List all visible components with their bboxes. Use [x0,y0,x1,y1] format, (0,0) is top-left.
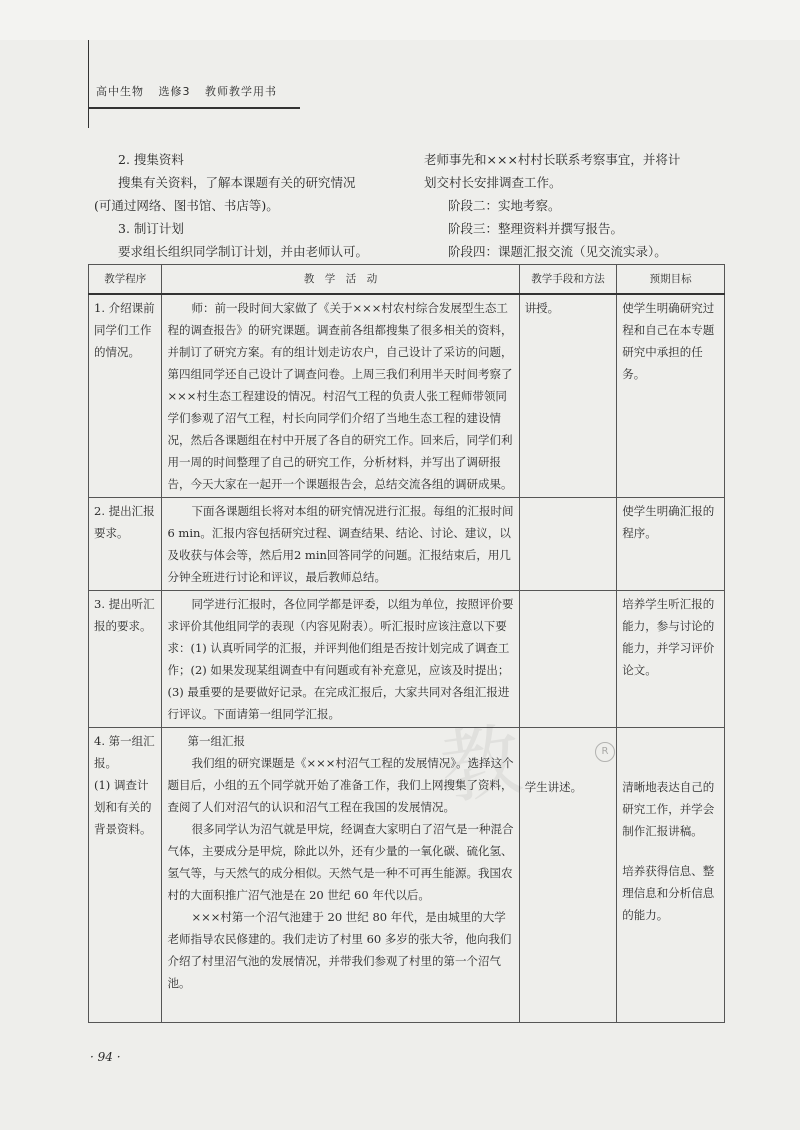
watermark: 教 [434,712,528,817]
cell-goal: 培养学生听汇报的能力，参与讨论的能力，并学习评价论文。 [617,591,725,728]
header-method: 教学手段和方法 [519,265,617,295]
stage-two: 阶段二：实地考察。 [448,198,561,213]
paragraph-contact-2: 划交村长安排调查工作。 [424,175,562,190]
header-rule [88,107,300,109]
table-row [89,498,725,591]
cell-program: 2. 提出汇报要求。 [89,498,162,591]
header-type: 教师教学用书 [205,85,277,98]
section-heading-plan: 3. 制订计划 [118,221,184,236]
cell-method [519,728,617,1023]
table-header-row [89,265,725,295]
cell-program: 1. 介绍课前同学们工作的情况。 [89,294,162,498]
program-sub: (1) 调查计划和有关的背景资料。 [94,778,152,836]
stage-three: 阶段三：整理资料并撰写报告。 [448,221,624,236]
cell-goal [617,728,725,1023]
stage-four: 阶段四：课题汇报交流（见交流实录）。 [448,244,667,259]
header-volume: 选修3 [158,85,191,98]
lesson-table [88,264,725,1023]
right-column [424,148,734,263]
header-vertical-rule [88,40,89,128]
activity-paragraph: ×××村第一个沼气池建于 20 世纪 80 年代，是由城里的大学老师指导农民修建的。我们走访了村里 60 多岁的张大爷，他向我们介绍了村里沼气池的发展情况，并带我们参观了村里的第一个沼气池。 [167,910,512,990]
header-goal: 预期目标 [617,265,725,295]
cell-program [89,728,162,1023]
paragraph-collect-2: (可通过网络、图书馆、书店等)。 [94,198,279,213]
cell-program: 3. 提出听汇报的要求。 [89,591,162,728]
cell-activity: 同学进行汇报时，各位同学都是评委，以组为单位，按照评价要求评价其他组同学的表现（内容见附表）。听汇报时应该注意以下要求：(1) 认真听同学的汇报，并评判他们组是否按计划完成了调查工作；(2) 如果发现某组调查中有问题或有补充意见，应该及时提出；(3) 最重要的是要做好记录。在完成汇报后，大家共同对各组汇报进行评议。下面请第一组同学汇报。 [162,591,519,728]
paragraph-plan: 要求组长组织同学制订计划，并由老师认可。 [118,244,369,259]
activity-paragraph: 我们组的研究课题是《×××村沼气工程的发展情况》。选择这个题目后，小组的五个同学就开始了准备工作，我们上网搜集了资料，查阅了人们对沼气的认识和沼气工程在我国的发展情况。 [167,756,514,814]
page-number: · 94 · [90,1050,121,1064]
section-heading-collect: 2. 搜集资料 [118,152,184,167]
cell-activity: 下面各课题组长将对本组的研究情况进行汇报。每组的汇报时间6 min。汇报内容包括研究过程、调查结果、结论、讨论、建议，以及收获与体会等，然后用2 min回答同学的问题。汇报结束后，用几分钟全班进行讨论和评议，最后教师总结。 [162,498,519,591]
table-row [89,294,725,498]
cell-goal: 使学生明确研究过程和自己在本专题研究中承担的任务。 [617,294,725,498]
registered-mark-icon: R [595,742,615,762]
cell-method: 讲授。 [519,294,617,498]
cell-activity: 师：前一段时间大家做了《关于×××村农村综合发展型生态工程的调查报告》的研究课题。调查前各组都搜集了很多相关的资料，并制订了研究方案。有的组计划走访农户，自己设计了采访的问题，第四组同学还自己设计了调查问卷。上周三我们利用半天时间考察了×××村生态工程建设的情况。村沼气工程的负责人张工程师带领同学们参观了沼气工程，村长向同学们介绍了当地生态工程的建设情况，然后各课题组在村中开展了各自的研究工作。回来后，同学们利用一周的时间整理了自己的研究工作，分析材料，并写出了调研报告，今天大家在一起开一个课题报告会，总结交流各组的调研成果。 [162,294,519,498]
header-program: 教学程序 [89,265,162,295]
header-activity: 教 学 活 动 [162,265,519,295]
header-book: 高中生物 [96,85,144,98]
goal-text-2: 培养获得信息、整理信息和分析信息的能力。 [622,864,715,922]
running-header [96,83,287,99]
table-row [89,728,725,1023]
activity-paragraph: 很多同学认为沼气就是甲烷，经调查大家明白了沼气是一种混合气体，主要成分是甲烷，除此以外，还有少量的一氧化碳、硫化氢、氢气等，与天然气的成分相似。天然气是一种不可再生能源。我国农村的大面积推广沼气池是在 20 世纪 60 年代以后。 [167,822,514,902]
paragraph-collect-1: 搜集有关资料，了解本课题有关的研究情况 [118,175,356,190]
program-main: 4. 第一组汇报。 [94,734,155,770]
cell-goal: 使学生明确汇报的程序。 [617,498,725,591]
method-text: 学生讲述。 [524,780,583,794]
paragraph-contact-1: 老师事先和×××村村长联系考察事宜，并将计 [424,152,681,167]
goal-text: 清晰地表达自己的研究工作，并学会制作汇报讲稿。 [622,780,715,838]
cell-method [519,498,617,591]
table-row [89,591,725,728]
cell-method [519,591,617,728]
activity-title: 第一组汇报 [187,734,245,748]
left-column [94,148,410,263]
